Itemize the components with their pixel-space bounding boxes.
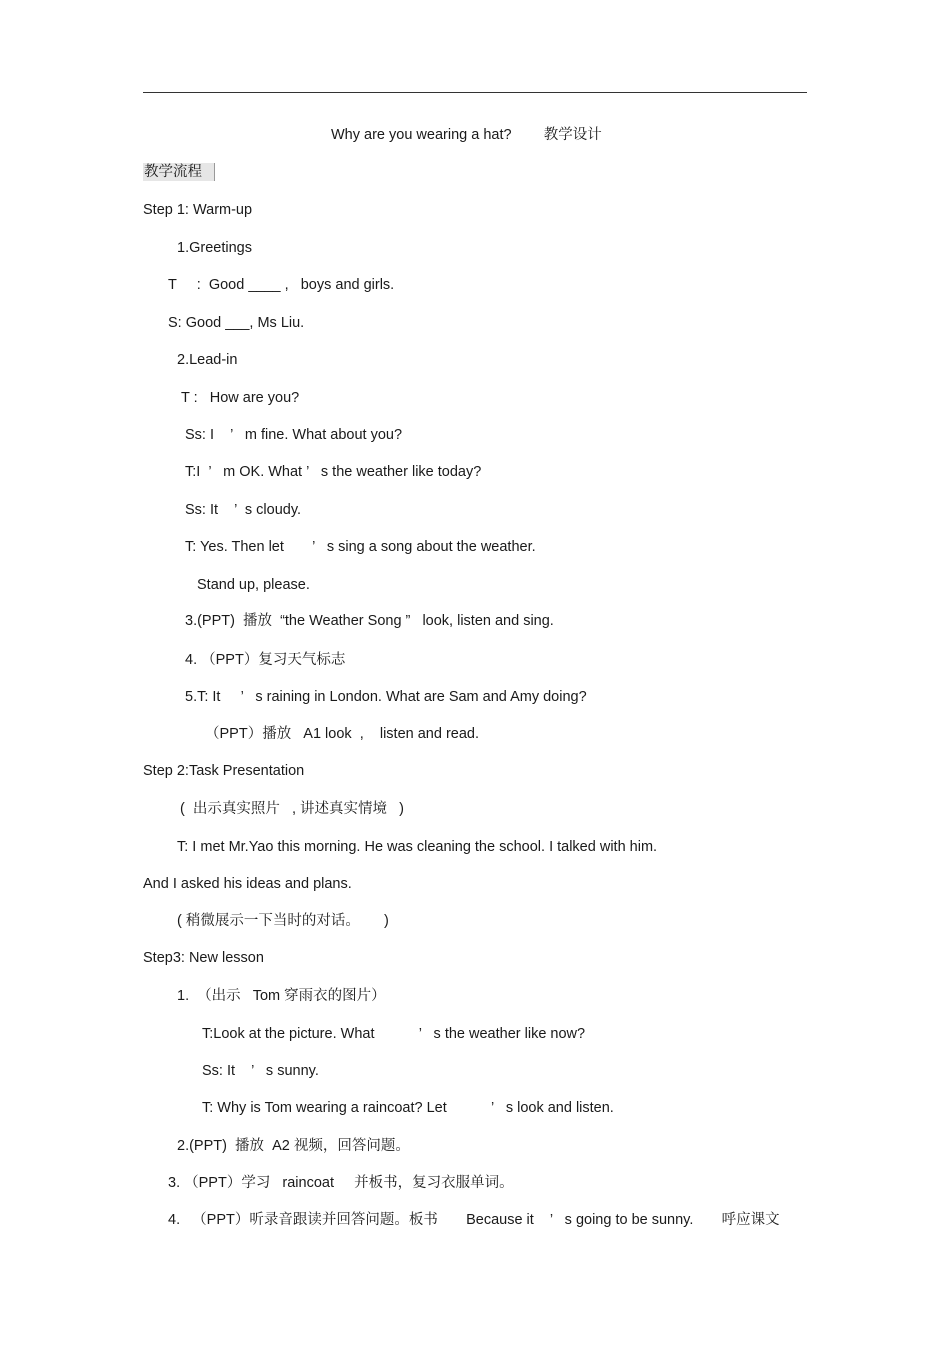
- step-heading: Step 2:Task Presentation: [143, 763, 305, 779]
- text-line: ( 稍微展示一下当时的对话。 ): [177, 913, 389, 929]
- text-line: T:I ’ m OK. What ’ s the weather like today?: [185, 464, 482, 480]
- text-line: 2.Lead-in: [177, 352, 238, 368]
- step-heading: Step3: New lesson: [143, 950, 264, 966]
- text-line: 3. （PPT）学习 raincoat 并板书，复习衣服单词。: [168, 1175, 514, 1191]
- text-line: 5.T: It ’ s raining in London. What are Sam and Amy doing?: [185, 689, 587, 705]
- page-title: Why are you wearing a hat? 教学设计: [331, 127, 602, 143]
- text-line: ( 出示真实照片 , 讲述真实情境 ): [180, 801, 404, 817]
- text-line: （PPT）播放 A1 look , listen and read.: [205, 726, 479, 742]
- text-line: Ss: I ’ m fine. What about you?: [185, 427, 403, 443]
- text-line: 1.Greetings: [177, 240, 252, 256]
- text-line: T: Yes. Then let ’ s sing a song about the weather.: [185, 539, 536, 555]
- text-line: 1. （出示 Tom 穿雨衣的图片）: [177, 988, 386, 1004]
- text-line: Ss: It ’ s cloudy.: [185, 502, 302, 518]
- text-line: T:Look at the picture. What ’ s the weather like now?: [202, 1026, 586, 1042]
- text-line: 4. （PPT）听录音跟读并回答问题。板书 Because it ’ s going to be sunny. 呼应课文: [168, 1212, 780, 1228]
- step-heading: Step 1: Warm-up: [143, 202, 253, 218]
- text-line: And I asked his ideas and plans.: [143, 876, 352, 892]
- header-rule: [143, 92, 807, 93]
- text-line: T: Why is Tom wearing a raincoat? Let ’ s look and listen.: [202, 1100, 614, 1116]
- text-line: S: Good ___, Ms Liu.: [168, 315, 305, 331]
- section-label: 教学流程: [143, 163, 215, 181]
- text-line: T: I met Mr.Yao this morning. He was cleaning the school. I talked with him.: [177, 839, 658, 855]
- text-line: Ss: It ’ s sunny.: [202, 1063, 319, 1079]
- text-line: T : Good ____ , boys and girls.: [168, 277, 395, 293]
- text-line: 2.(PPT) 播放 A2 视频，回答问题。: [177, 1138, 410, 1154]
- text-line: 3.(PPT) 播放 “the Weather Song ” look, listen and sing.: [185, 613, 554, 629]
- text-line: T : How are you?: [181, 390, 300, 406]
- text-line: 4. （PPT）复习天气标志: [185, 652, 346, 668]
- text-line: Stand up, please.: [197, 577, 310, 593]
